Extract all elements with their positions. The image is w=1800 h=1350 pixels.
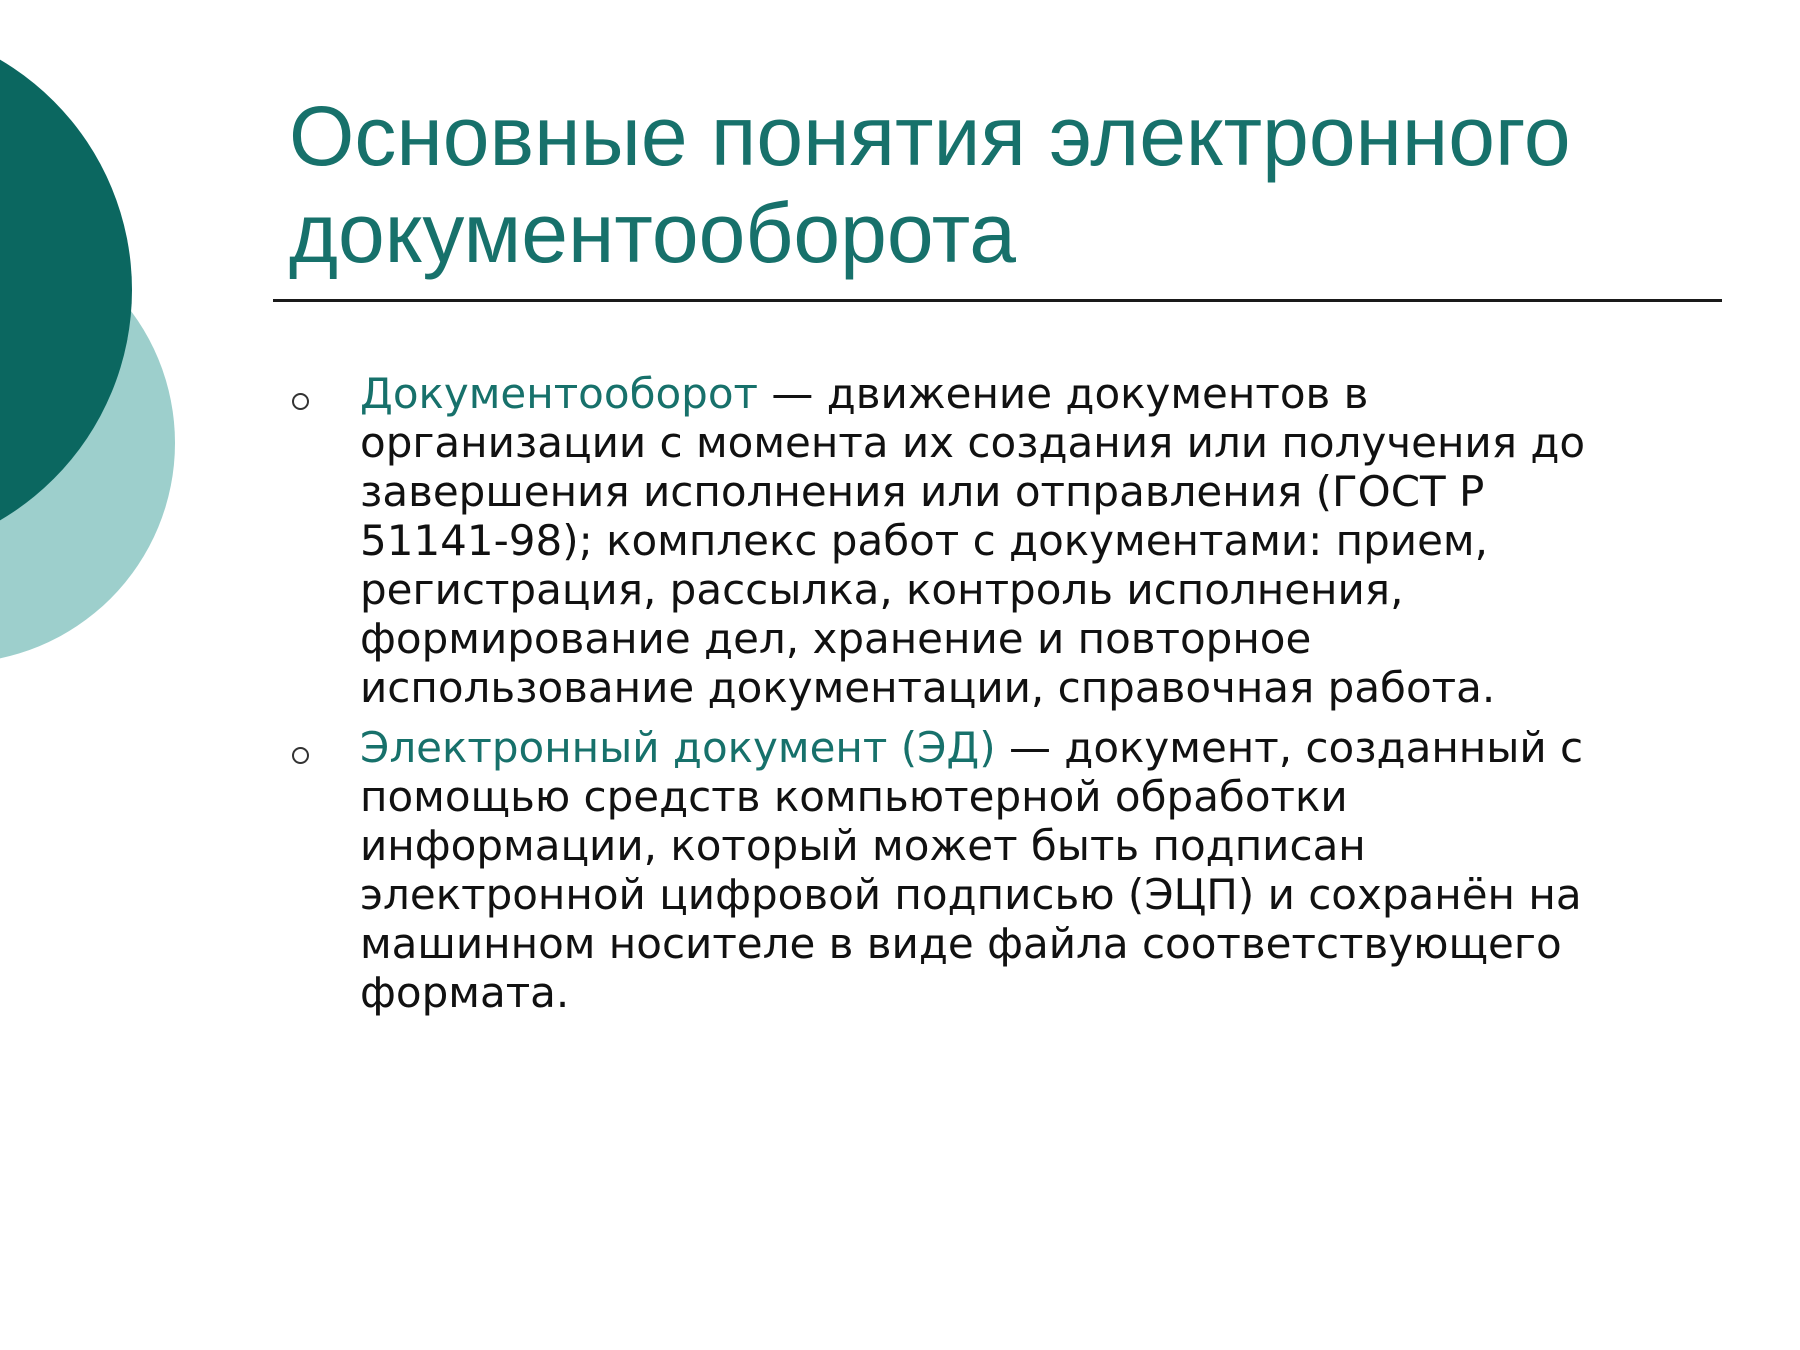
bullet-item-document-flow	[280, 369, 1740, 712]
title-divider	[273, 299, 1722, 302]
bullet-line: регистрация, рассылка, контроль исполнения,	[360, 565, 1404, 614]
hollow-circle-bullet-icon	[292, 393, 309, 410]
decorative-circles	[0, 0, 300, 800]
term-document-flow: Документооборот	[360, 369, 758, 418]
bullet-line	[360, 723, 1740, 772]
bullet-item-electronic-document	[280, 723, 1740, 1017]
term-electronic-document: Электронный документ (ЭД)	[360, 723, 996, 772]
bullet-line: 51141-98); комплекс работ с документами: прием,	[360, 516, 1488, 565]
bullet-line: машинном носителе в виде файла соответствующего	[360, 919, 1562, 968]
bullet-line: помощью средств компьютерной обработки	[360, 772, 1348, 821]
hollow-circle-bullet-icon	[292, 747, 309, 764]
slide-title	[289, 88, 1689, 282]
bullet-line: формирование дел, хранение и повторное	[360, 614, 1312, 663]
definition-text: — документ, созданный с	[995, 723, 1584, 772]
definition-text: — движение документов в	[758, 369, 1369, 418]
title-line-2: документооборота	[289, 186, 1016, 280]
bullet-line: информации, который может быть подписан	[360, 821, 1366, 870]
bullet-line: электронной цифровой подписью (ЭЦП) и сохранён на	[360, 870, 1582, 919]
bullet-line	[360, 369, 1740, 418]
bullet-list	[280, 369, 1740, 1028]
bullet-line: организации с момента их создания или получения до	[360, 418, 1586, 467]
title-line-1: Основные понятия электронного	[289, 89, 1571, 183]
bullet-line: завершения исполнения или отправления (ГОСТ Р	[360, 467, 1485, 516]
bullet-line: формата.	[360, 968, 570, 1017]
bullet-line: использование документации, справочная работа.	[360, 663, 1496, 712]
